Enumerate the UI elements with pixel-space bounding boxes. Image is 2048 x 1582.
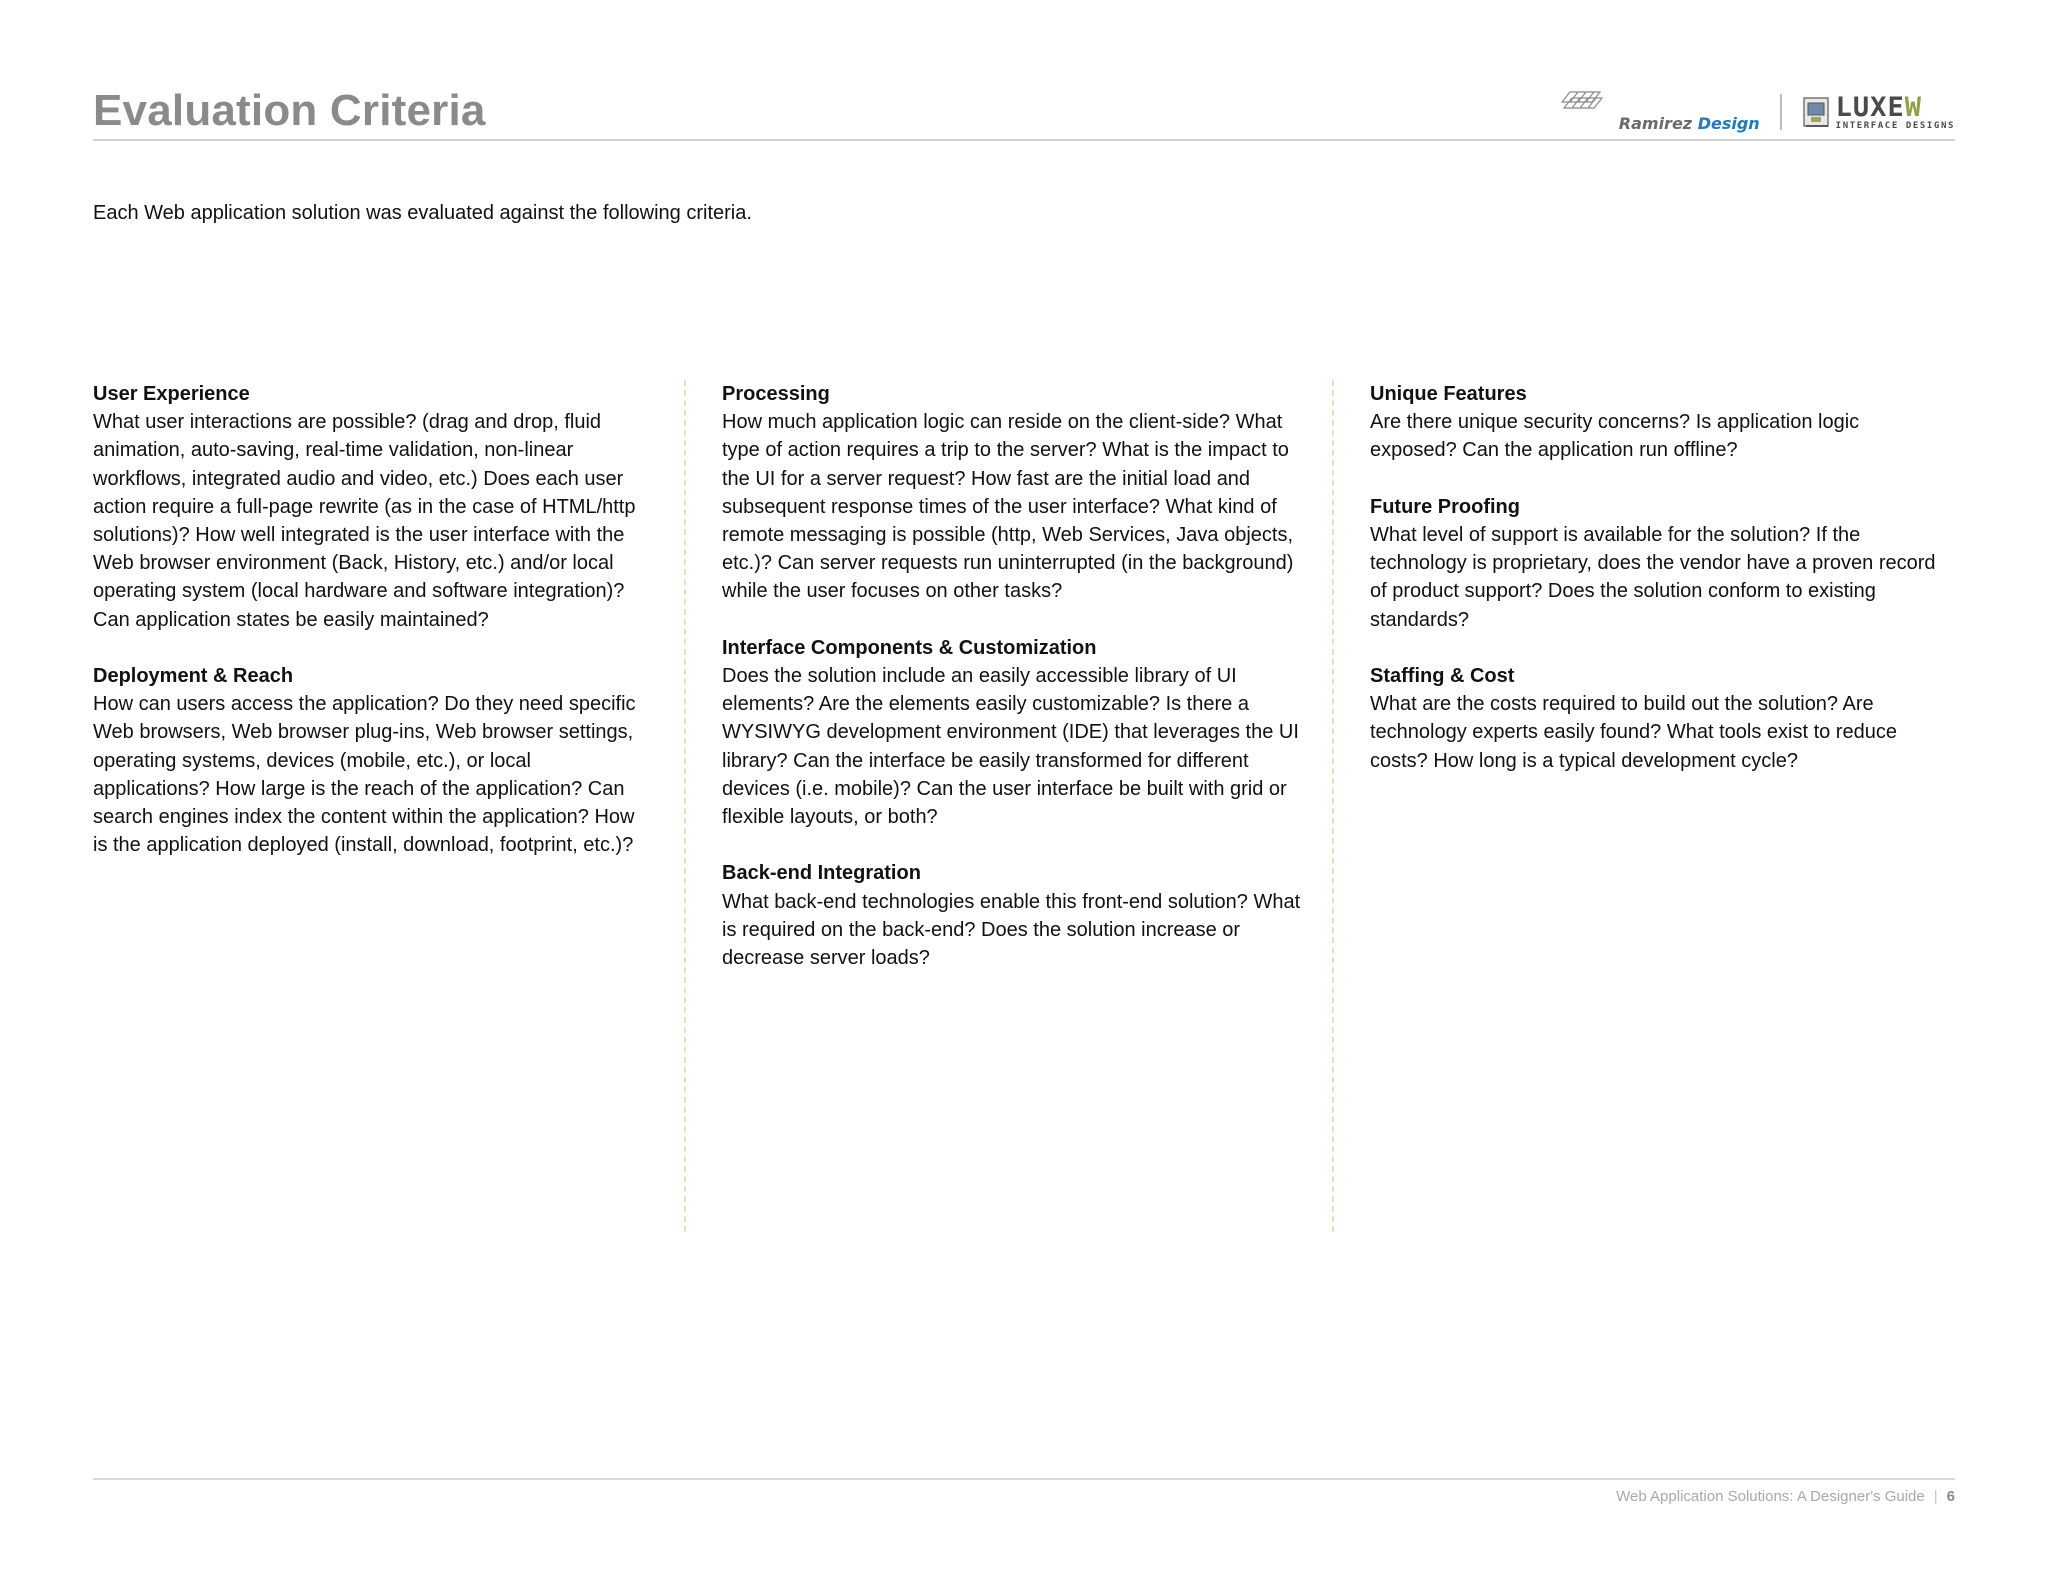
section-body: How much application logic can reside on the client-side? What type of action requires a trip to the server? What is the impact to the UI for a server request? How fast are the initial load and subsequent response times of the user interface? What kind of remote messaging is possible (http, Web Services, Java objects, etc.)? Can server requests run uninterrupted (in the background) while the user focuses on other tasks? bbox=[722, 411, 1294, 603]
section-body: What back-end technologies enable this front-end solution? What is required on the back-end? Does the solution increase or decrease server loads? bbox=[722, 890, 1301, 970]
section-body: What user interactions are possible? (drag and drop, fluid animation, auto-saving, real-time validation, non-linear workflows, integrated audio and video, etc.) Does each user action require a full-page rewrite (as in the case of HTML/http solutions)? How well integrated is the user interface with the Web browser environment (Back, History, etc.) and/or local operating system (local hardware and software integration)? Can application states be easily maintained? bbox=[93, 411, 636, 631]
luxew-subtitle: INTERFACE DESIGNS bbox=[1835, 120, 1955, 131]
criteria-section-processing bbox=[722, 380, 1302, 606]
ramirez-design-logo-icon bbox=[1560, 90, 1604, 112]
section-heading: Staffing & Cost bbox=[1370, 665, 1515, 687]
criteria-section-user-experience bbox=[93, 380, 653, 634]
section-heading: User Experience bbox=[93, 383, 250, 405]
page-title: Evaluation Criteria bbox=[93, 86, 486, 135]
section-heading: Future Proofing bbox=[1370, 495, 1520, 518]
criteria-column-3 bbox=[1370, 380, 1940, 803]
section-body: What level of support is available for the solution? If the technology is proprietary, does the vendor have a proven record of product support? Does the solution conform to existing standards? bbox=[1370, 524, 1936, 631]
logo-divider bbox=[1780, 94, 1782, 130]
criteria-section-deployment-reach bbox=[93, 662, 653, 859]
ramirez-design-wordmark bbox=[1619, 114, 1760, 133]
section-body: What are the costs required to build out the solution? Are technology experts easily found? What tools exist to reduce costs? How long is a typical development cycle? bbox=[1370, 693, 1897, 772]
criteria-section-staffing-cost bbox=[1370, 662, 1940, 775]
column-separator bbox=[1332, 380, 1334, 1232]
design-word: Design bbox=[1697, 114, 1760, 133]
section-body: Are there unique security concerns? Is application logic exposed? Can the application run offline? bbox=[1370, 411, 1860, 462]
section-heading: Interface Components & Customization bbox=[722, 636, 1097, 659]
footer-separator: | bbox=[1933, 1488, 1938, 1505]
header-rule bbox=[93, 139, 1955, 141]
ramirez-word: Ramirez bbox=[1618, 114, 1693, 133]
luxew-word-highlight: W bbox=[1904, 91, 1922, 123]
criteria-column-1 bbox=[93, 380, 653, 888]
criteria-section-future-proofing bbox=[1370, 493, 1940, 634]
luxew-word: LUXE bbox=[1835, 91, 1905, 123]
section-heading: Back-end Integration bbox=[722, 862, 921, 885]
ramirez-design-logo bbox=[1560, 88, 1760, 136]
luxew-logo bbox=[1802, 88, 1955, 136]
section-heading: Processing bbox=[722, 383, 830, 405]
criteria-section-interface-components bbox=[722, 634, 1302, 831]
section-body: Does the solution include an easily accessible library of UI elements? Are the elements easily customizable? Is there a WYSIWYG development environment (IDE) that leverages the UI library? Can the interface be easily transformed for different devices (i.e. mobile)? Can the user interface be built with grid or flexible layouts, or both? bbox=[722, 665, 1299, 829]
criteria-column-2 bbox=[722, 380, 1302, 1000]
page-footer bbox=[1616, 1488, 1955, 1505]
criteria-section-unique-features bbox=[1370, 380, 1940, 465]
criteria-section-back-end-integration bbox=[722, 859, 1302, 972]
column-separator bbox=[684, 380, 686, 1232]
logo-group bbox=[1560, 88, 1955, 136]
section-heading: Unique Features bbox=[1370, 383, 1527, 405]
footer-rule bbox=[93, 1478, 1955, 1480]
section-heading: Deployment & Reach bbox=[93, 665, 294, 688]
section-body: How can users access the application? Do they need specific Web browsers, Web browser plug-ins, Web browser settings, operating systems, devices (mobile, etc.), or local applications? How large is the reach of the application? Can search engines index the content within the application? How is the application deployed (install, download, footprint, etc.)? bbox=[93, 693, 636, 857]
luxew-wordmark bbox=[1835, 91, 1955, 131]
intro-text: Each Web application solution was evaluated against the following criteria. bbox=[93, 202, 752, 224]
page-number: 6 bbox=[1946, 1488, 1955, 1505]
footer-doc-title: Web Application Solutions: A Designer's Guide bbox=[1616, 1488, 1925, 1505]
luxew-logo-icon bbox=[1802, 95, 1832, 129]
